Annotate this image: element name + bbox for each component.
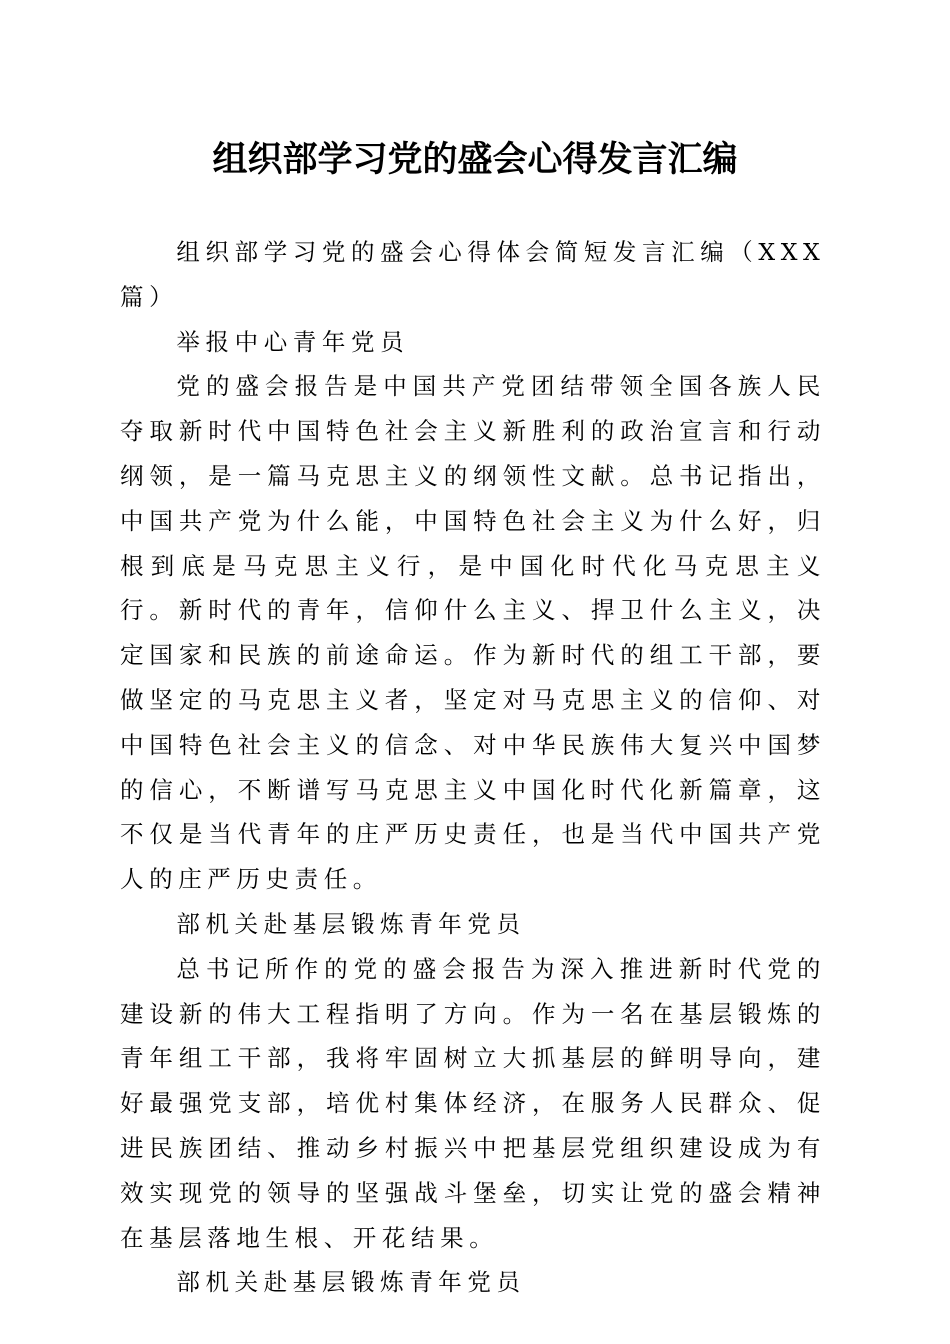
section-2-paragraph: 总书记所作的党的盛会报告为深入推进新时代党的建设新的伟大工程指明了方向。作为一名在基层锻炼的青年组工干部，我将牢固树立大抓基层的鲜明导向，建好最强党支部，培优村集体经济，在服务人民群众、促进民族团结、推动乡村振兴中把基层党组织建设成为有效实现党的领导的坚强战斗堡垒，切实让党的盛会精神在基层落地生根、开花结果。	[120, 954, 826, 1252]
document-body	[120, 230, 826, 1305]
section-2-speaker: 部机关赴基层锻炼青年党员	[176, 909, 526, 938]
section-1-speaker: 举报中心青年党员	[176, 327, 410, 356]
section-3-speaker: 部机关赴基层锻炼青年党员	[176, 1268, 526, 1297]
document-subtitle: 组织部学习党的盛会心得体会简短发言汇编（XXX篇）	[120, 238, 826, 311]
document-title: 组织部学习党的盛会心得发言汇编	[212, 139, 738, 180]
section-1-paragraph: 党的盛会报告是中国共产党团结带领全国各族人民夺取新时代中国特色社会主义新胜利的政治宣言和行动纲领，是一篇马克思主义的纲领性文献。总书记指出，中国共产党为什么能，中国特色社会主义为什么好，归根到底是马克思主义行，是中国化时代化马克思主义行。新时代的青年，信仰什么主义、捍卫什么主义，决定国家和民族的前途命运。作为新时代的组工干部，要做坚定的马克思主义者，坚定对马克思主义的信仰、对中国特色社会主义的信念、对中华民族伟大复兴中国梦的信心，不断谱写马克思主义中国化时代化新篇章，这不仅是当代青年的庄严历史责任，也是当代中国共产党人的庄严历史责任。	[120, 372, 826, 894]
